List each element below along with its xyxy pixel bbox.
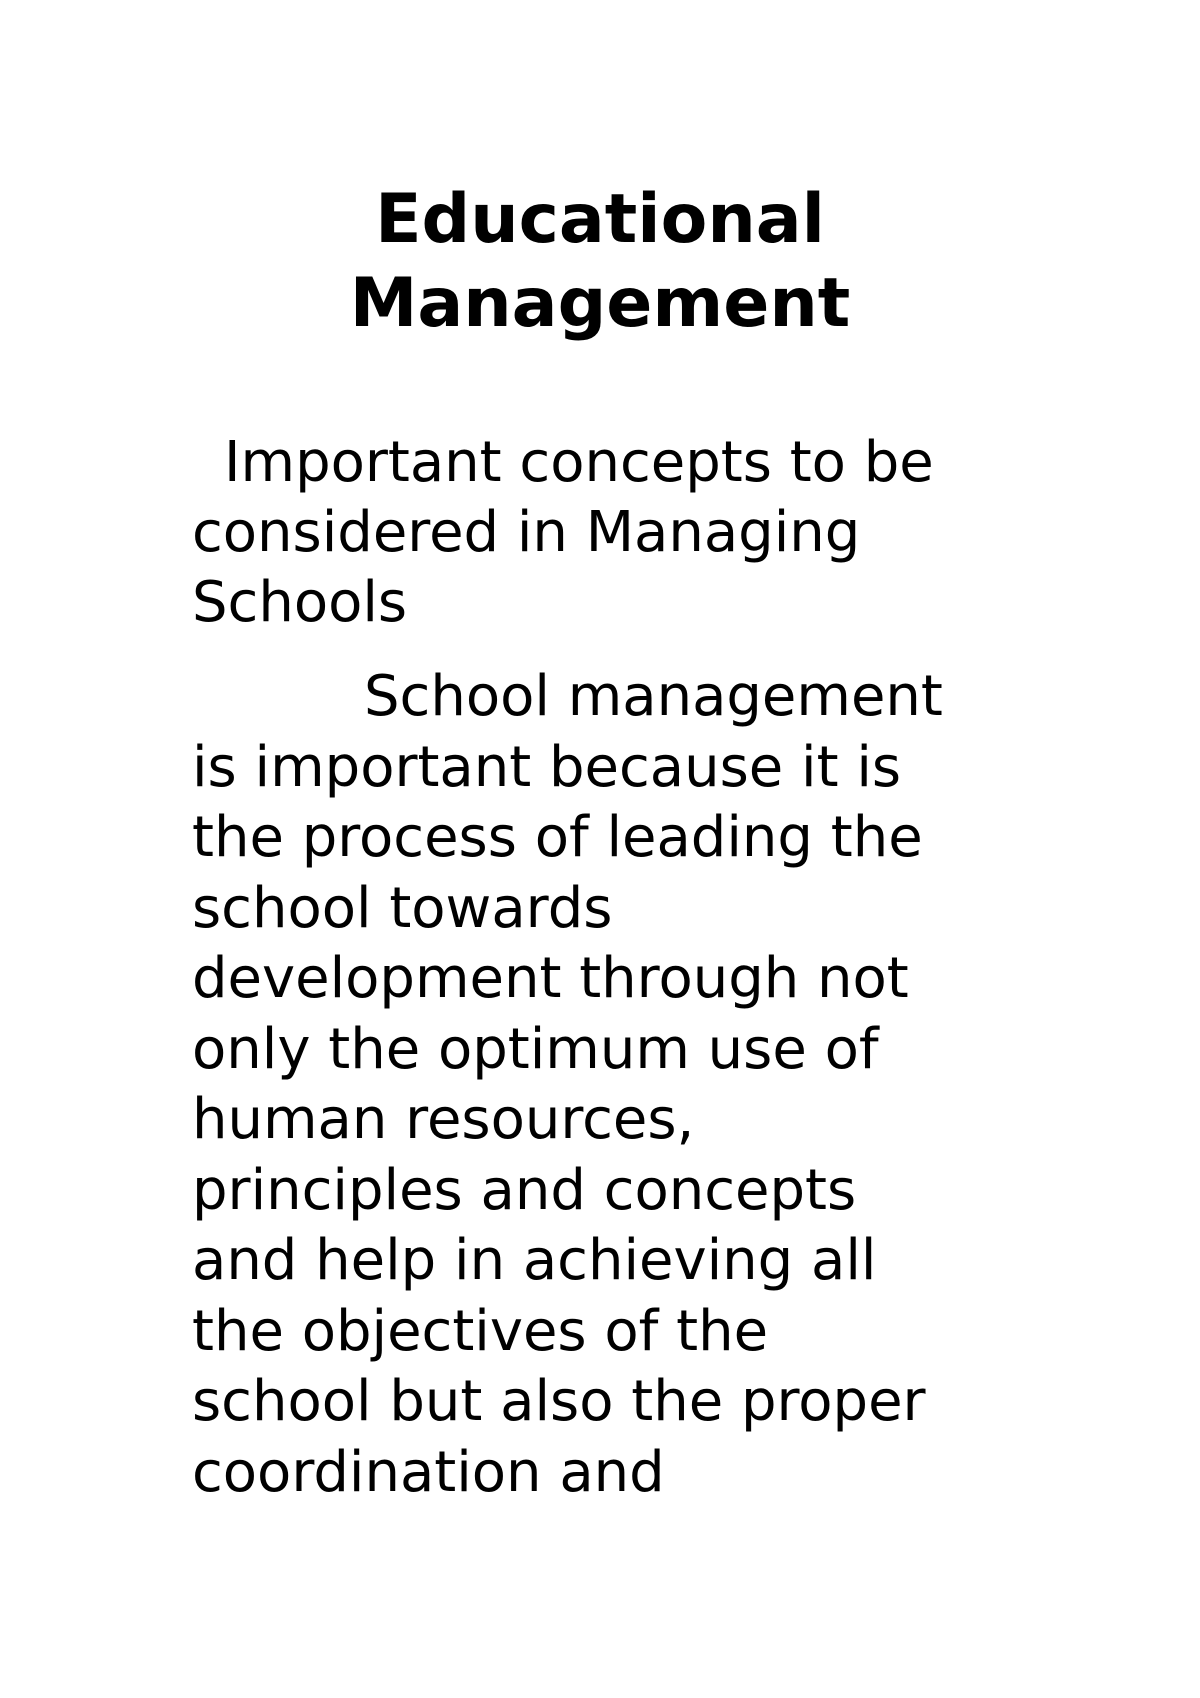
body-line: the process of leading the (192, 805, 923, 870)
body-line: human resources, (192, 1087, 695, 1152)
body-line: development through not (192, 946, 909, 1011)
body-line: coordination and (192, 1439, 665, 1505)
subtitle-line: Schools (192, 570, 408, 635)
body-line: principles and concepts (192, 1157, 857, 1223)
subtitle-line: considered in Managing (192, 500, 861, 565)
subtitle-line: Important concepts to be (224, 430, 934, 495)
body-paragraph (192, 662, 1012, 1508)
title-line: Educational (375, 180, 825, 259)
body-line: School management (364, 664, 943, 729)
body-line: is important because it is (192, 734, 902, 800)
section-heading (192, 428, 1012, 638)
document-title (0, 178, 1200, 346)
body-line: school towards (192, 875, 613, 941)
body-line: and help in achieving all (192, 1228, 877, 1293)
title-line: Management (349, 264, 851, 343)
body-line: only the optimum use of (192, 1016, 879, 1082)
body-line: school but also the proper (192, 1369, 926, 1434)
body-line: the objectives of the (192, 1298, 769, 1364)
